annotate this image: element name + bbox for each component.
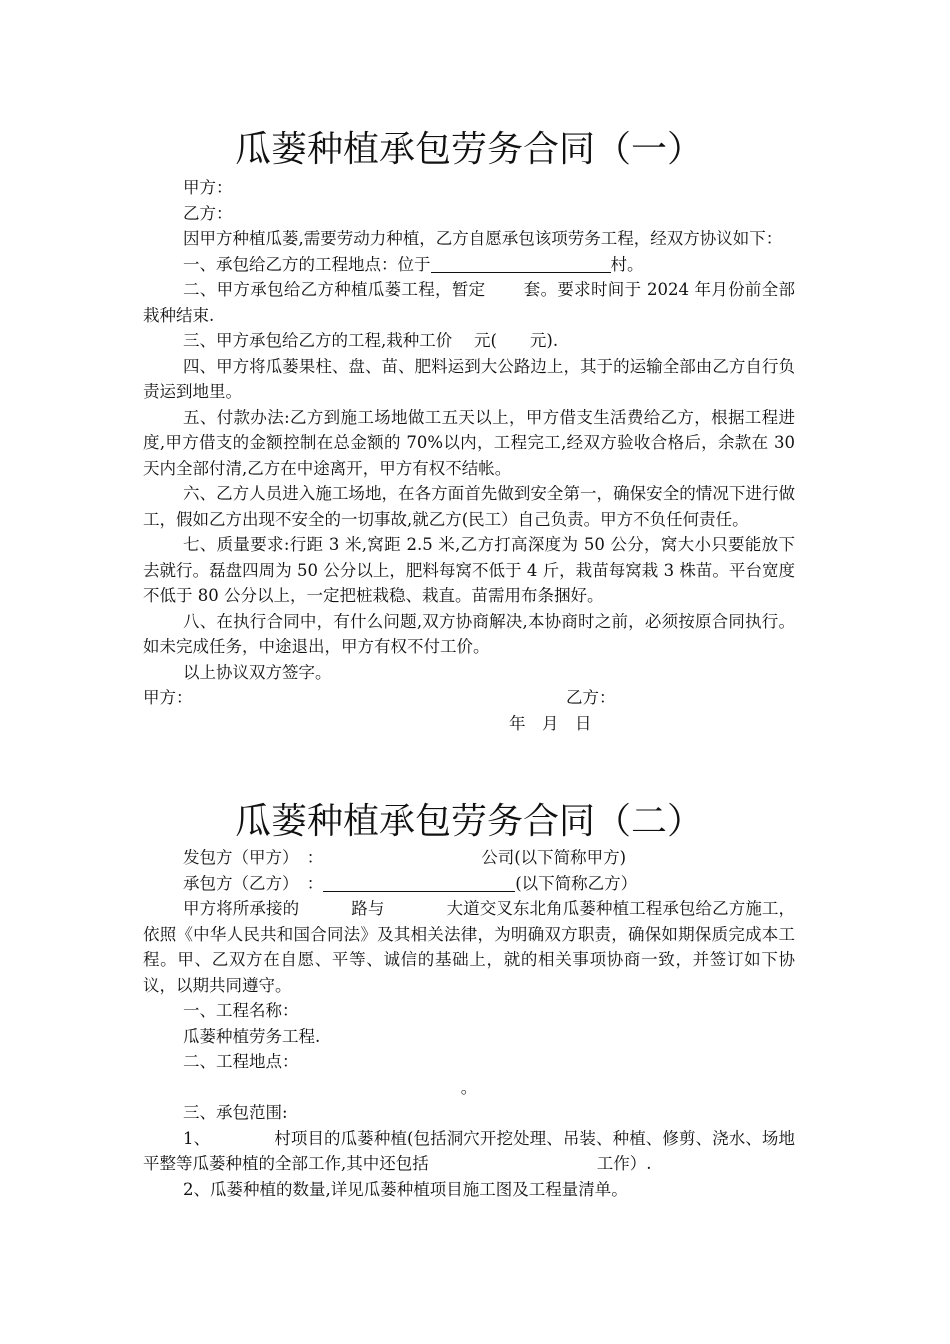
intro-part-b: 路与 [351, 899, 385, 918]
signature-party-a: 甲方： [143, 688, 193, 707]
intro-part-a: 甲方将所承接的 [183, 899, 300, 918]
clause-2-suffix: 套。要求时间于 2024 年月份前全部栽种结束. [143, 280, 796, 325]
closing-line: 以上协议双方签字。 [183, 662, 332, 682]
clause-4: 四、甲方将瓜蒌果柱、盘、苗、肥料运到大公路边上，其于的运输全部由乙方自行负责运到地里。 [143, 356, 795, 401]
clause-8: 八、在执行合同中，有什么问题,双方协商解决,本协商时之前，必须按原合同执行。如未完成任务，中途退出，甲方有权不付工价。 [143, 611, 795, 656]
section-3-heading: 三、承包范围: [183, 1103, 288, 1122]
issuer-suffix: 公司(以下简称甲方) [481, 848, 627, 867]
clause-7: 七、质量要求:行距 3 米,窝距 2.5 米,乙方打高深度为 50 公分，窝大小只要能放下去就行。磊盘四周为 50 公分以上，肥料每窝不低于 4 斤，栽苗每窝栽 3 株苗。平台宽度不低于 80 公分以上，一定把桩栽稳、栽直。苗需用布条捆好。 [143, 535, 795, 605]
contractor-label: 承包方（乙方） ： [183, 873, 324, 893]
signature-date: 年 月 日 [509, 713, 592, 733]
item-1-number: 1、 [183, 1128, 211, 1148]
clause-6: 六、乙方人员进入施工场地，在各方面首先做到安全第一，确保安全的情况下进行做工，假如乙方出现不安全的一切事故,就乙方(民工）自己负责。甲方不负任何责任。 [143, 484, 795, 529]
clause-1-suffix: 村。 [610, 254, 644, 274]
date-row [143, 711, 795, 737]
section-1-value: 瓜蒌种植劳务工程. [183, 1026, 321, 1046]
item-1-text: 村项目的瓜蒌种植(包括洞穴开挖处理、吊装、种植、修剪、浇水、场地平整等瓜蒌种植的全部工作,其中还包括 [143, 1128, 796, 1173]
contract2-intro [143, 896, 795, 998]
clause-1-text: 一、承包给乙方的工程地点：位于 [183, 254, 431, 274]
section-2-heading: 二、工程地点： [183, 1052, 299, 1071]
contractor-suffix: (以下简称乙方） [515, 873, 638, 893]
contract2-title: 瓜蒌种植承包劳务合同（二） [234, 801, 703, 842]
clause-5: 五、付款办法:乙方到施工场地做工五天以上，甲方借支生活费给乙方，根据工程进度,甲方借支的金额控制在总金额的 70%以内，工程完工,经双方验收合格后，余款在 30 天内全部付清,乙方在中途离开，甲方有权不结帐。 [143, 407, 795, 478]
intro-part-c: 大道交叉东北角瓜蒌种植工程承包给乙方施工，依照《中华人民共和国合同法》及其相关法律，为明确双方职责，确保如期保质完成本工程。甲、乙双方在自愿、平等、诚信的基础上，就的相关事项协商一致，并签订如下协议，以期共同遵守。 [143, 899, 796, 995]
clause-3: 三、甲方承包给乙方的工程,栽种工价 元( 元). [183, 331, 559, 350]
clause-2 [143, 277, 795, 328]
signature-party-b: 乙方： [566, 688, 616, 707]
section-3-item-1 [143, 1126, 795, 1177]
issuer-line [143, 845, 795, 871]
issuer-label: 发包方（甲方） ： [183, 848, 324, 867]
party-a-line: 甲方： [183, 178, 233, 197]
clause-2-text: 二、甲方承包给乙方种植瓜蒌工程，暂定 [183, 280, 486, 299]
item-1-suffix: 工作）. [596, 1154, 652, 1173]
party-b-line: 乙方： [183, 203, 233, 223]
contract1-body [143, 175, 795, 736]
contract2-body [143, 845, 795, 1202]
location-blank [431, 254, 611, 273]
section-3-item-2: 2、瓜蒌种植的数量,详见瓜蒌种植项目施工图及工程量清单。 [183, 1179, 628, 1199]
signature-row [143, 685, 795, 711]
contractor-blank [323, 873, 515, 892]
contractor-line [143, 871, 795, 897]
clause-1 [143, 252, 795, 278]
contract1-title: 瓜蒌种植承包劳务合同（一） [234, 129, 703, 170]
section-1-heading: 一、工程名称： [183, 1001, 299, 1020]
contract1-intro: 因甲方种植瓜蒌,需要劳动力种植，乙方自愿承包该项劳务工程，经双方协议如下： [183, 229, 783, 248]
section-2-value: 。 [460, 1077, 478, 1097]
